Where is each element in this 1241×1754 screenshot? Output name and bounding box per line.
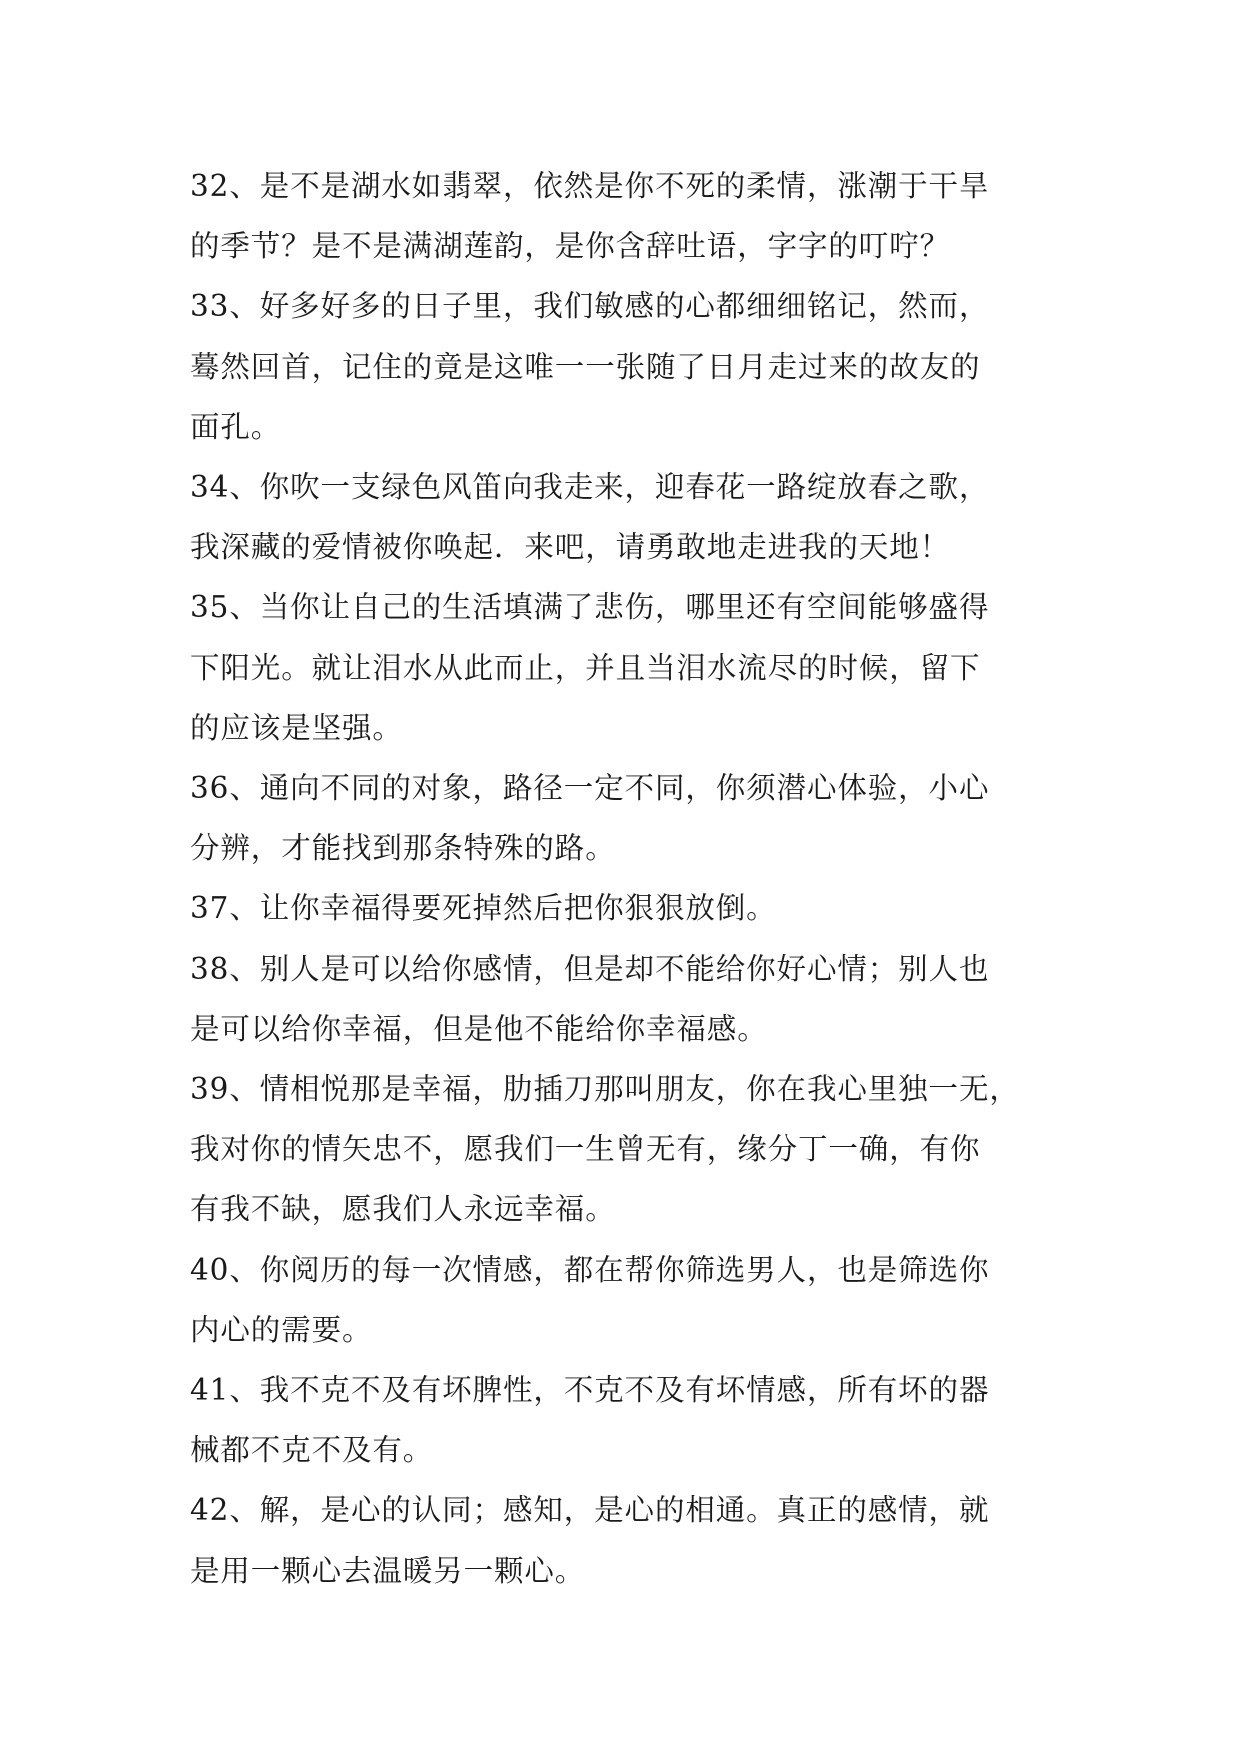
document-body	[190, 156, 1050, 1601]
paragraph-33	[190, 276, 1050, 457]
paragraph-38	[190, 939, 1050, 1059]
text-line: 35、当你让自己的生活填满了悲伤，哪里还有空间能够盛得	[190, 590, 990, 625]
text-line: 39、情相悦那是幸福，肋插刀那叫朋友，你在我心里独一无，	[190, 1072, 1020, 1107]
paragraph-36	[190, 758, 1050, 878]
paragraph-41	[190, 1360, 1050, 1480]
text-line: 36、通向不同的对象，路径一定不同，你须潜心体验，小心	[190, 771, 990, 806]
text-line: 38、别人是可以给你感情，但是却不能给你好心情；别人也	[190, 951, 990, 986]
paragraph-40	[190, 1240, 1050, 1360]
text-line: 械都不克不及有。	[190, 1433, 434, 1468]
text-line: 分辨，才能找到那条特殊的路。	[190, 831, 616, 866]
text-line: 我深藏的爱情被你唤起．来吧，请勇敢地走进我的天地！	[190, 530, 951, 565]
paragraph-39	[190, 1059, 1050, 1240]
text-line: 有我不缺，愿我们人永远幸福。	[190, 1192, 616, 1227]
text-line: 是用一颗心去温暖另一颗心。	[190, 1553, 586, 1588]
text-line: 内心的需要。	[190, 1312, 373, 1347]
paragraph-42	[190, 1480, 1050, 1600]
text-line: 我对你的情矢忠不，愿我们一生曾无有，缘分丁一确，有你	[190, 1132, 981, 1167]
text-line: 蓦然回首，记住的竟是这唯一一张随了日月走过来的故友的	[190, 349, 981, 384]
text-line: 34、你吹一支绿色风笛向我走来，迎春花一路绽放春之歌，	[190, 470, 990, 505]
text-line: 的季节？是不是满湖莲韵，是你含辞吐语，字字的叮咛？	[190, 229, 951, 264]
text-line: 32、是不是湖水如翡翠，依然是你不死的柔情，涨潮于干旱	[190, 169, 990, 203]
paragraph-35	[190, 577, 1050, 758]
text-line: 37、让你幸福得要死掉然后把你狠狠放倒。	[190, 891, 777, 926]
text-line: 下阳光。就让泪水从此而止，并且当泪水流尽的时候，留下	[190, 650, 981, 685]
text-line: 42、解，是心的认同；感知，是心的相通。真正的感情，就	[190, 1493, 990, 1528]
text-line: 面孔。	[190, 409, 282, 444]
text-line: 41、我不克不及有坏脾性，不克不及有坏情感，所有坏的器	[190, 1373, 990, 1408]
paragraph-34	[190, 457, 1050, 577]
text-line: 是可以给你幸福，但是他不能给你幸福感。	[190, 1011, 768, 1046]
text-line: 的应该是坚强。	[190, 710, 403, 745]
text-line: 33、好多好多的日子里，我们敏感的心都细细铭记，然而，	[190, 289, 990, 324]
paragraph-32	[190, 156, 1050, 276]
paragraph-37	[190, 878, 1050, 938]
text-line: 40、你阅历的每一次情感，都在帮你筛选男人，也是筛选你	[190, 1252, 990, 1287]
